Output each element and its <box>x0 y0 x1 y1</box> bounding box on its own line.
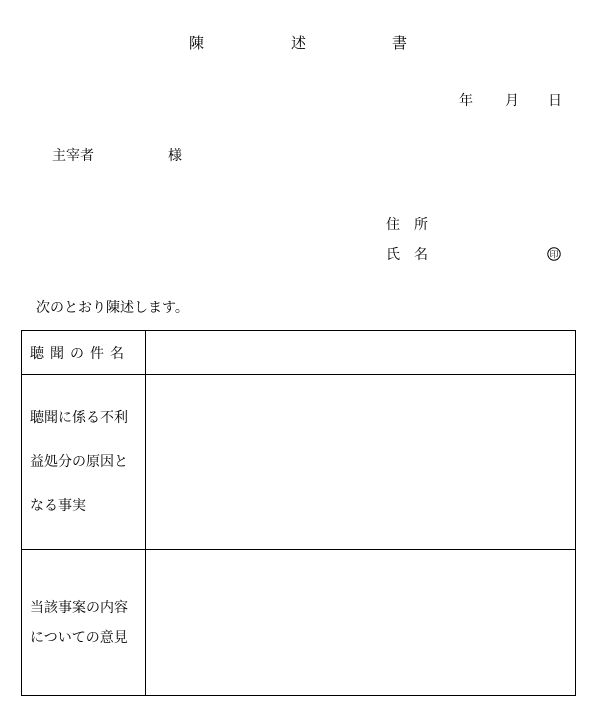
label-line: 聴聞に係る不利 <box>30 410 128 426</box>
opinion-field[interactable] <box>146 550 576 696</box>
table-row <box>22 550 576 696</box>
statement-table <box>21 330 576 696</box>
date-year-label: 年 <box>459 93 473 109</box>
label-line: についての意見 <box>30 629 128 646</box>
addressee-name: 主宰者 <box>52 148 94 164</box>
disposition-facts-field[interactable] <box>146 375 576 550</box>
seal-icon <box>547 247 561 261</box>
row-label-disposition-facts <box>22 375 146 550</box>
row-label-opinion <box>22 550 146 696</box>
date-day-label: 日 <box>548 93 562 109</box>
date-month-label: 月 <box>505 93 519 109</box>
title-char-1: 陳 <box>189 34 205 52</box>
title-char-2: 述 <box>291 34 307 52</box>
address-label: 住 所 <box>386 217 428 233</box>
label-line: なる事実 <box>30 498 86 514</box>
name-label: 氏 名 <box>386 247 428 263</box>
seal-mark <box>547 247 561 261</box>
title-char-3: 書 <box>392 34 408 52</box>
hearing-case-field[interactable] <box>146 331 576 375</box>
addressee-honorific: 様 <box>168 148 182 164</box>
table-row <box>22 375 576 550</box>
label-line: 益処分の原因と <box>30 454 128 470</box>
table-row <box>22 331 576 375</box>
row-label-hearing-case <box>22 331 146 375</box>
label-line: 聴聞の件名 <box>30 345 130 362</box>
label-line: 当該事案の内容 <box>30 599 128 616</box>
intro-text: 次のとおり陳述します。 <box>36 300 189 316</box>
svg-text:印: 印 <box>549 250 559 261</box>
